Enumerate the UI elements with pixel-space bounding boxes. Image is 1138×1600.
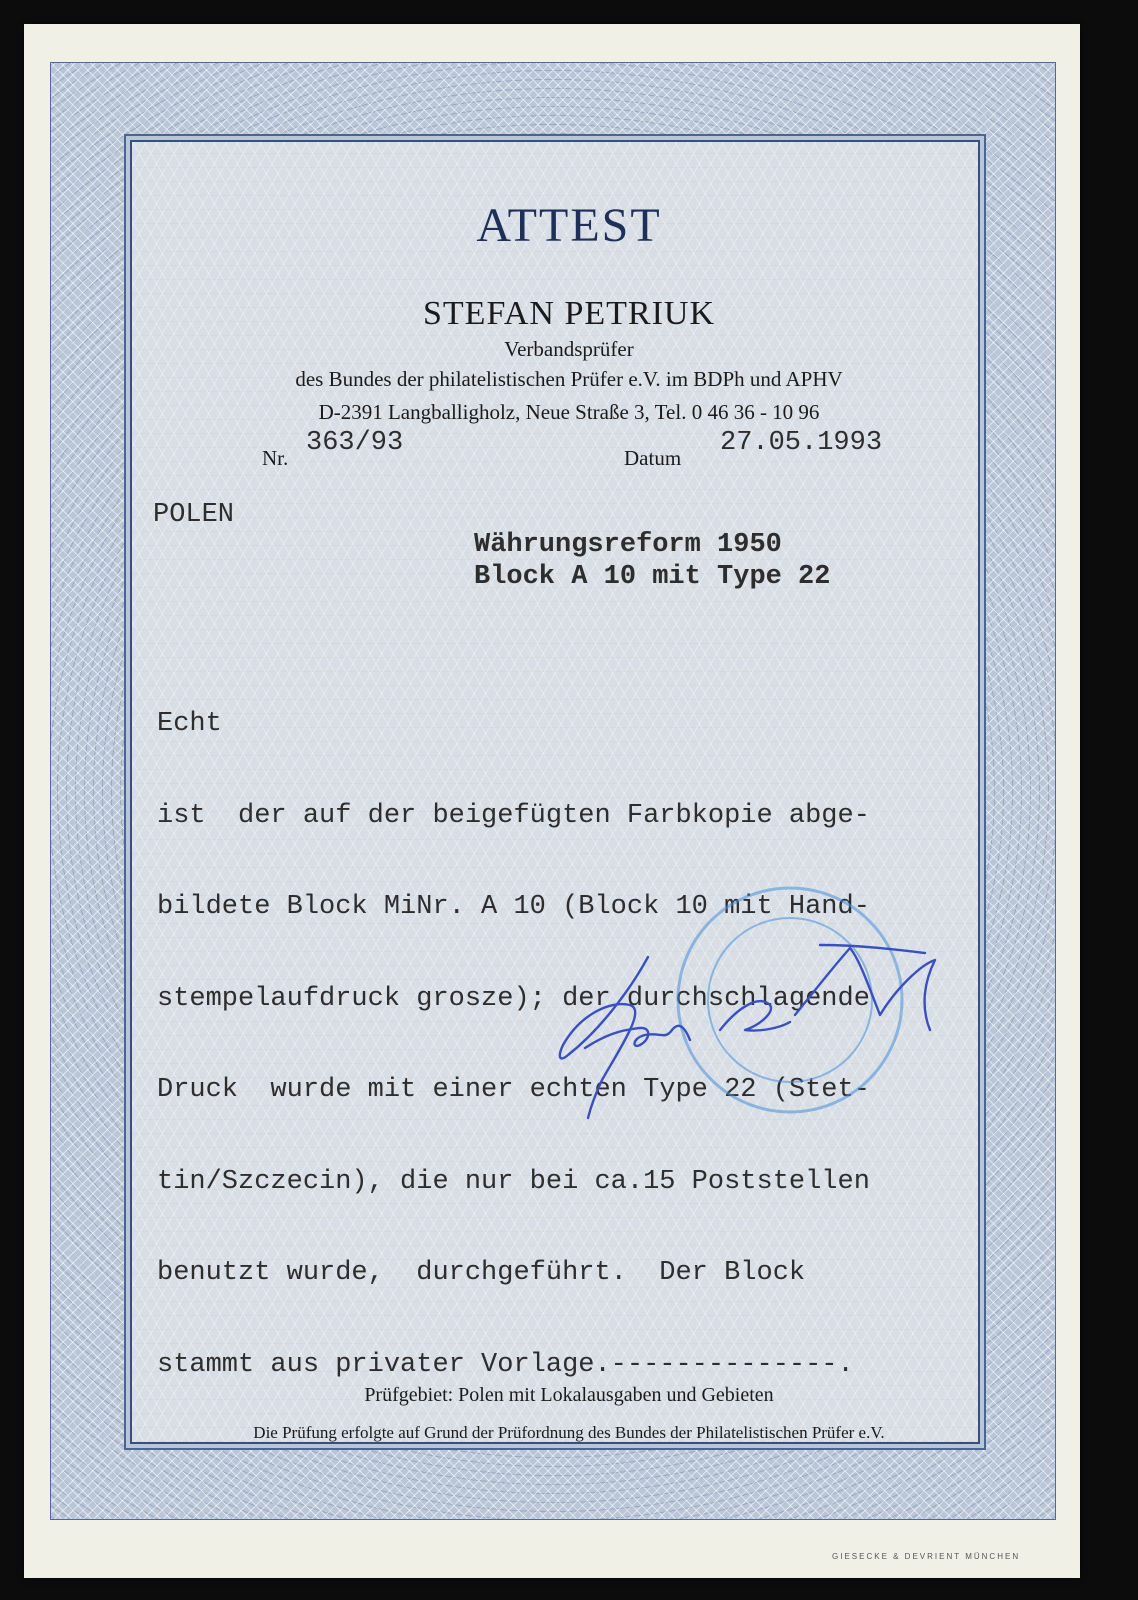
body-line: tin/Szczecin), die nur bei ca.15 Poststellen: [157, 1166, 870, 1197]
body-line: stammt aus privater Vorlage.--------------.: [157, 1349, 854, 1380]
nr-label: Nr.: [262, 446, 289, 470]
body-line: ist der auf der beigefügten Farbkopie abge-: [157, 800, 870, 831]
certificate-date: 27.05.1993: [720, 428, 883, 458]
datum-label: Datum: [624, 446, 682, 470]
scope-line: Prüfgebiet: Polen mit Lokalausgaben und Gebieten: [364, 1384, 774, 1406]
printer-mark: GIESECKE & DEVRIENT MÜNCHEN: [832, 1552, 1021, 1561]
signature: [560, 945, 935, 1118]
subject-line-1: Währungsreform 1950: [474, 530, 782, 560]
body-line: Druck wurde mit einer echten Type 22 (Stet-: [157, 1075, 870, 1105]
examiner-role: Verbandsprüfer: [504, 337, 634, 361]
body-line: bildete Block MiNr. A 10 (Block 10 mit Hand-: [157, 892, 870, 922]
examiner-stamp: [678, 888, 902, 1112]
certificate-title: ATTEST: [476, 199, 662, 252]
body-line: stempelaufdruck grosze); der durchschlagende: [157, 983, 870, 1014]
body-line: benutzt wurde, durchgeführt. Der Block: [157, 1258, 806, 1288]
regulation-line: Die Prüfung erfolgte auf Grund der Prüfordnung des Bundes der Philatelistischen Prüfer e.V.: [253, 1423, 885, 1442]
certificate-number: 363/93: [306, 428, 404, 458]
country: POLEN: [153, 500, 235, 530]
examiner-name: STEFAN PETRIUK: [423, 295, 715, 332]
examiner-address: D-2391 Langballigholz, Neue Straße 3, Tel. 0 46 36 - 10 96: [318, 400, 820, 424]
subject-line-2: Block A 10 mit Type 22: [474, 562, 831, 592]
body-line: Echt: [157, 709, 222, 739]
association-line: des Bundes der philatelistischen Prüfer e.V. im BDPh und APHV: [295, 367, 843, 391]
